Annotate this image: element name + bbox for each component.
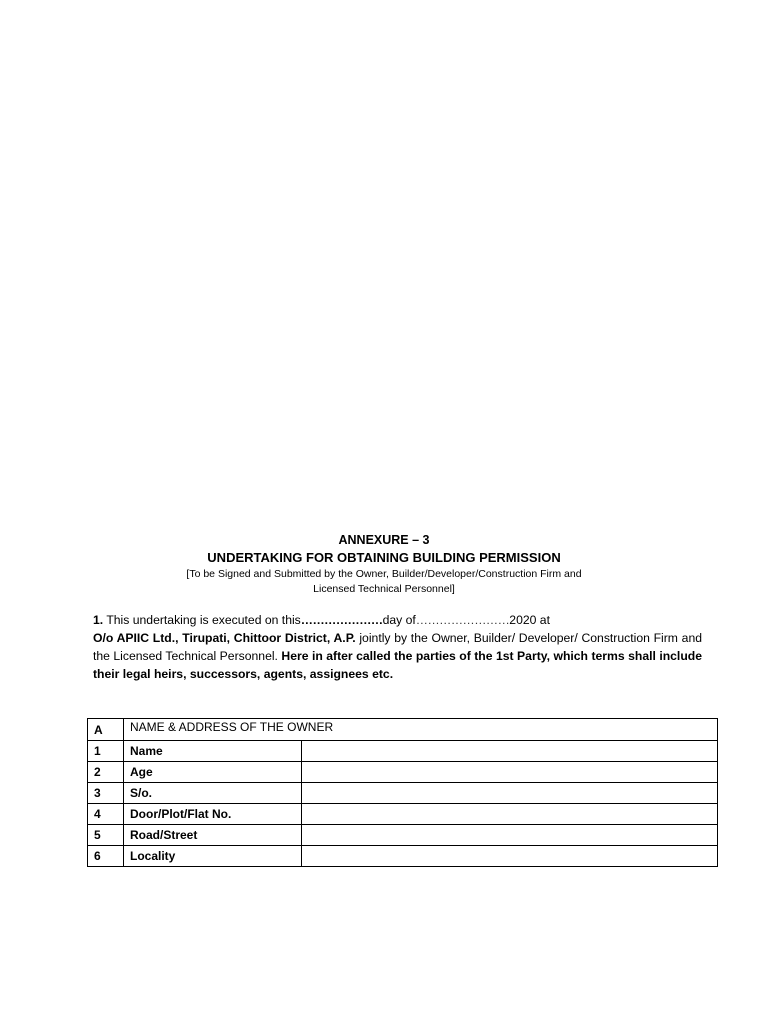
table-row: [88, 846, 718, 867]
subtitle-line-2: Licensed Technical Personnel]: [313, 583, 455, 595]
section-letter: A: [88, 719, 124, 741]
month-blank: ……………………: [415, 613, 510, 627]
date-blank: …………………: [300, 613, 383, 627]
table-row: [88, 741, 718, 762]
day-of-text: day of: [382, 613, 416, 627]
annexure-heading: ANNEXURE – 3: [338, 533, 430, 547]
row-number: 2: [88, 762, 124, 783]
row-label: Road/Street: [124, 825, 302, 846]
row-number: 6: [88, 846, 124, 867]
table-section-header: [88, 719, 718, 741]
row-label: Name: [124, 741, 302, 762]
table-row: [88, 825, 718, 846]
table-row: [88, 804, 718, 825]
row-value-field[interactable]: [302, 804, 718, 825]
row-number: 5: [88, 825, 124, 846]
undertaking-body-paragraph: [93, 629, 702, 683]
row-value-field[interactable]: [302, 846, 718, 867]
year-at-text: 2020 at: [509, 613, 550, 627]
subtitle-line-1: [To be Signed and Submitted by the Owner, Builder/Developer/Construction Firm and: [186, 568, 582, 580]
location-text: O/o APIIC Ltd., Tirupati, Chittoor District, A.P.: [93, 631, 356, 645]
row-number: 1: [88, 741, 124, 762]
row-label: S/o.: [124, 783, 302, 804]
row-number: 4: [88, 804, 124, 825]
undertaking-intro-line: [93, 611, 702, 629]
row-label: Locality: [124, 846, 302, 867]
section-title: NAME & ADDRESS OF THE OWNER: [124, 719, 718, 741]
row-label: Door/Plot/Flat No.: [124, 804, 302, 825]
row-number: 3: [88, 783, 124, 804]
row-value-field[interactable]: [302, 783, 718, 804]
row-value-field[interactable]: [302, 741, 718, 762]
row-value-field[interactable]: [302, 762, 718, 783]
paragraph-number: 1.: [93, 613, 104, 627]
owner-details-table: [87, 718, 718, 867]
table-row: [88, 762, 718, 783]
row-value-field[interactable]: [302, 825, 718, 846]
document-title: UNDERTAKING FOR OBTAINING BUILDING PERMISSION: [207, 550, 561, 565]
first-party-definition: Here in after called the parties of the 1st Party, which terms shall include their legal heirs, successors, agents, assignees etc.: [93, 649, 702, 681]
row-label: Age: [124, 762, 302, 783]
parties-text: jointly by the Owner, Builder/ Developer/ Construction Firm and the Licensed Technical Personnel.: [93, 631, 702, 663]
intro-text: This undertaking is executed on this: [103, 613, 301, 627]
table-row: [88, 783, 718, 804]
